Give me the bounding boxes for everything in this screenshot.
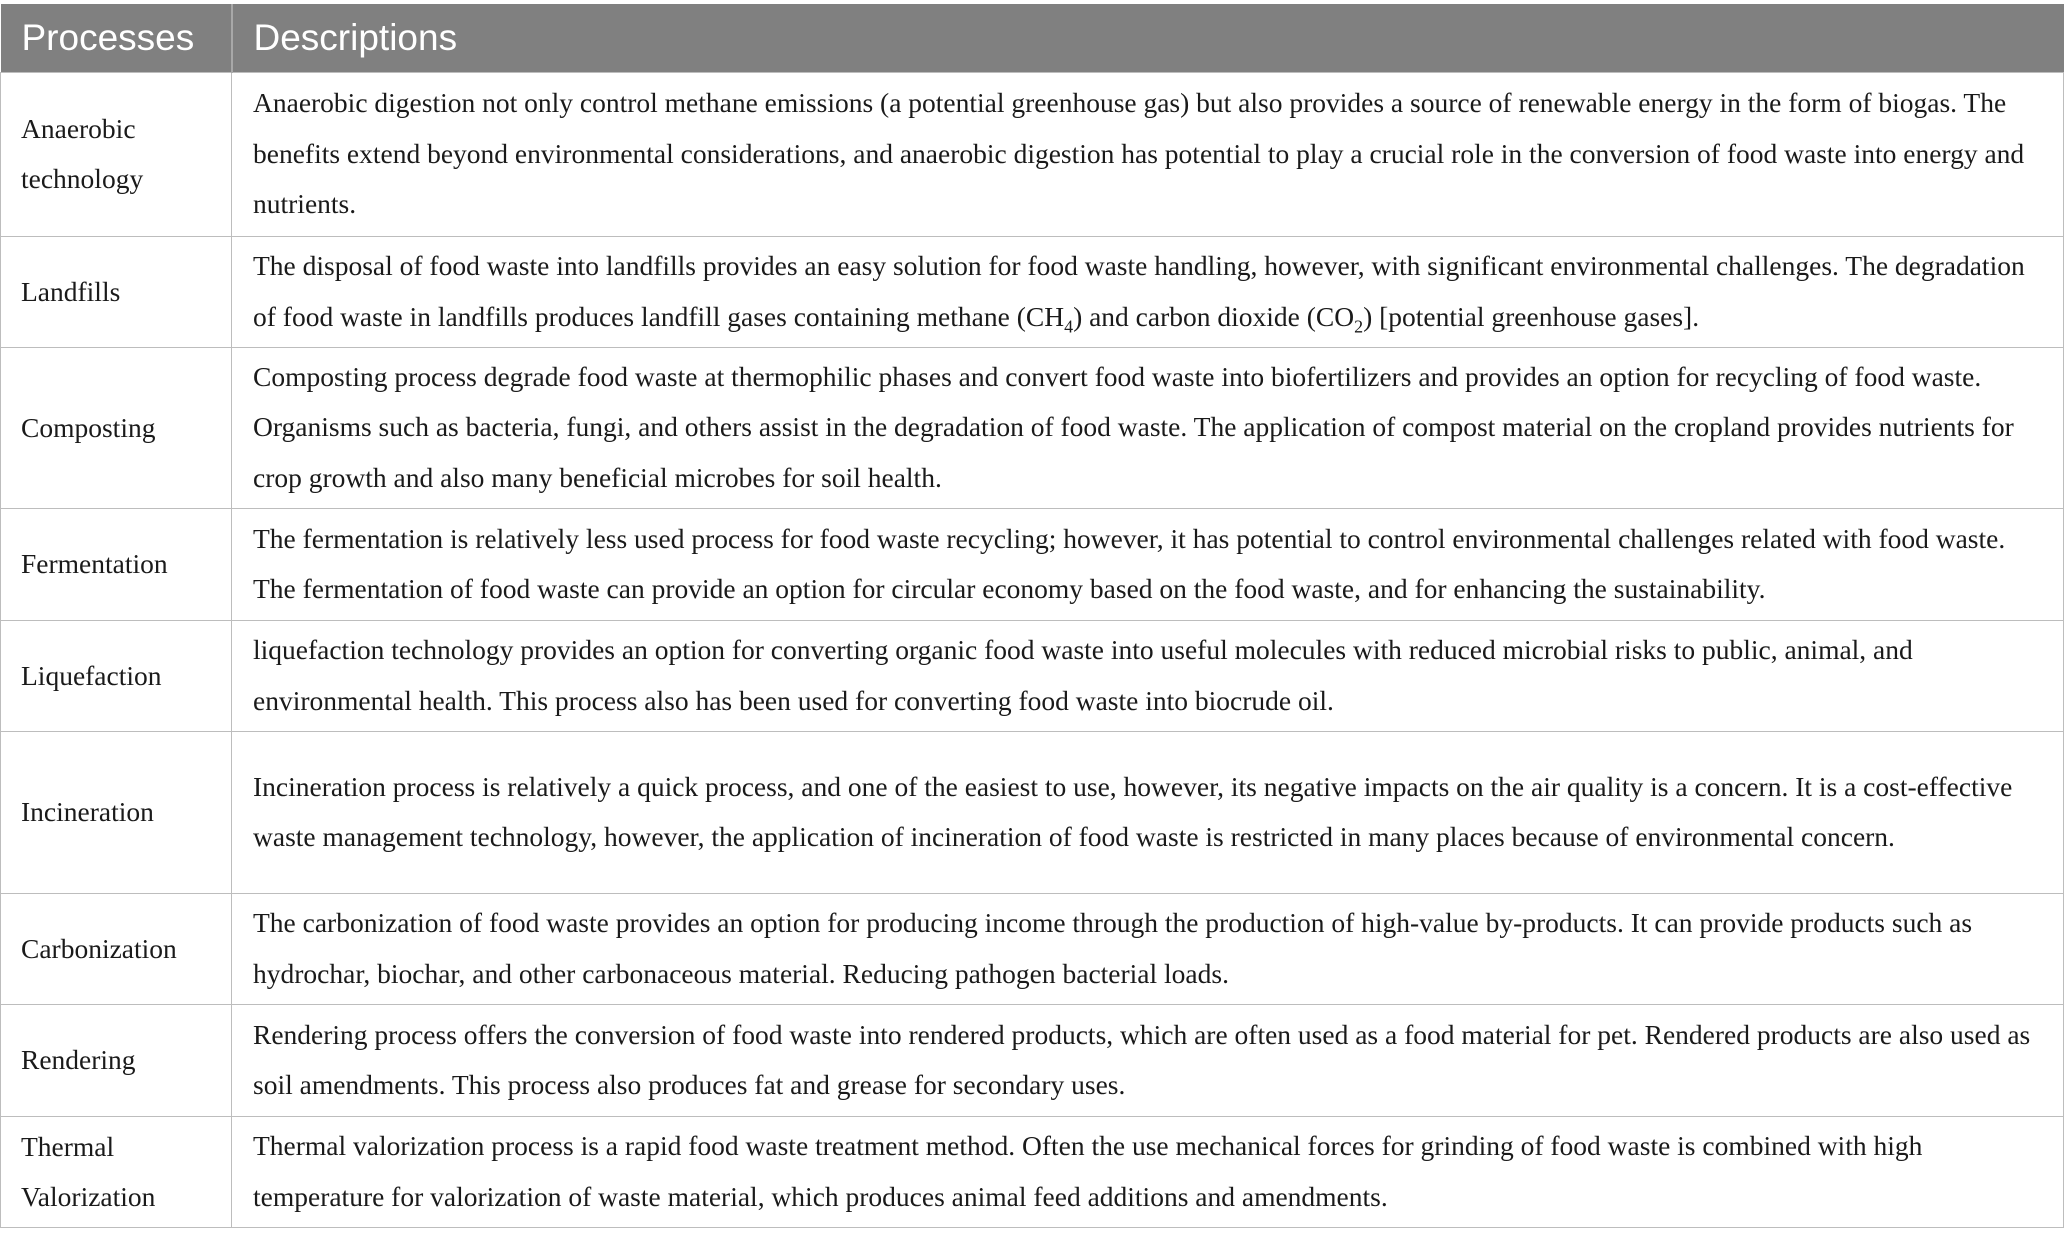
description-cell: Composting process degrade food waste at thermophilic phases and convert food waste into biofertilizers and provides an option for recycling of food waste. Organisms such as bacteria, fungi, and others assist in the degradation of food waste. The application of compost material on the cropland provides nutrients for crop growth and also many beneficial microbes for soil health. xyxy=(232,347,2064,508)
process-cell: Liquefaction xyxy=(1,620,232,731)
process-cell: Rendering xyxy=(1,1004,232,1116)
header-row xyxy=(1,4,2064,72)
process-cell: Composting xyxy=(1,347,232,508)
description-cell: The carbonization of food waste provides an option for producing income through the production of high-value by-products. It can provide products such as hydrochar, biochar, and other carbonaceous material. Reducing pathogen bacterial loads. xyxy=(232,893,2064,1004)
table-row xyxy=(1,893,2064,1004)
table-row xyxy=(1,508,2064,620)
table-row xyxy=(1,1004,2064,1116)
description-text: ) and carbon dioxide (CO xyxy=(1073,300,1355,332)
process-table xyxy=(0,4,2064,1228)
subscript-2: 2 xyxy=(1354,316,1364,336)
process-cell: Fermentation xyxy=(1,508,232,620)
table-row xyxy=(1,620,2064,731)
table-body xyxy=(1,72,2064,1227)
table-header xyxy=(1,4,2064,72)
process-table-container xyxy=(0,4,2063,1228)
description-cell: The fermentation is relatively less used process for food waste recycling; however, it has potential to control environmental challenges related with food waste. The fermentation of food waste can provide an option for circular economy based on the food waste, and for enhancing the sustainability. xyxy=(232,508,2064,620)
description-cell: Incineration process is relatively a quick process, and one of the easiest to use, however, its negative impacts on the air quality is a concern. It is a cost-effective waste management technology, however, the application of incineration of food waste is restricted in many places because of environmental concern. xyxy=(232,731,2064,893)
description-cell: Rendering process offers the conversion of food waste into rendered products, which are often used as a food material for pet. Rendered products are also used as soil amendments. This process also produces fat and grease for secondary uses. xyxy=(232,1004,2064,1116)
table-row xyxy=(1,1116,2064,1227)
process-cell: Landfills xyxy=(1,236,232,347)
table-row xyxy=(1,72,2064,236)
table-row xyxy=(1,731,2064,893)
description-cell: Thermal valorization process is a rapid food waste treatment method. Often the use mechanical forces for grinding of food waste is combined with high temperature for valorization of waste material, which produces animal feed additions and amendments. xyxy=(232,1116,2064,1227)
description-text: ) [potential greenhouse gases]. xyxy=(1363,300,1700,332)
process-cell: Incineration xyxy=(1,731,232,893)
process-cell: Thermal Valorization xyxy=(1,1116,232,1227)
description-cell: liquefaction technology provides an option for converting organic food waste into useful molecules with reduced microbial risks to public, animal, and environmental health. This process also has been used for converting food waste into biocrude oil. xyxy=(232,620,2064,731)
description-cell: Anaerobic digestion not only control methane emissions (a potential greenhouse gas) but also provides a source of renewable energy in the form of biogas. The benefits extend beyond environmental considerations, and anaerobic digestion has potential to play a crucial role in the conversion of food waste into energy and nutrients. xyxy=(232,72,2064,236)
description-text: The disposal of food waste into landfills provides an easy solution for food waste handling, however, with significant environmental challenges. The degradation of food waste in landfills produces landfill gases containing methane (CH xyxy=(253,250,2025,332)
table-row xyxy=(1,236,2064,347)
description-cell xyxy=(232,236,2064,347)
process-cell: Carbonization xyxy=(1,893,232,1004)
subscript-4: 4 xyxy=(1064,316,1074,336)
table-row xyxy=(1,347,2064,508)
process-cell: Anaerobic technology xyxy=(1,72,232,236)
column-header-processes: Processes xyxy=(1,4,232,72)
column-header-descriptions: Descriptions xyxy=(232,4,2064,72)
